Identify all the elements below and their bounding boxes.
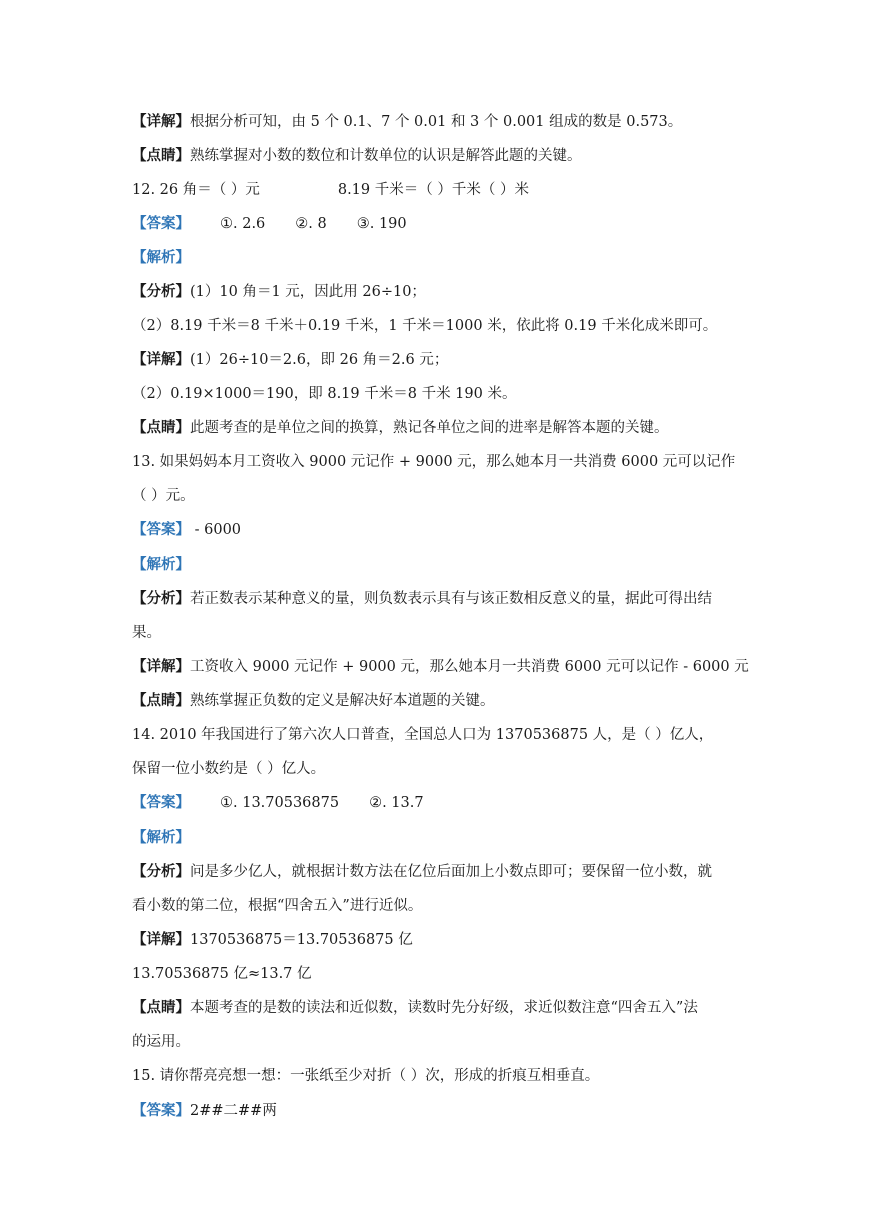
fenxi-tag: 【分析】 xyxy=(132,590,190,607)
analysis-tag: 【解析】 xyxy=(132,249,190,266)
comment-text: 的运用。 xyxy=(132,1034,190,1050)
answer-12-c: ③. 190 xyxy=(356,216,407,232)
question-15 xyxy=(132,1066,742,1086)
question-12-part-b: 8.19 千米＝（ ）千米（ ）米 xyxy=(337,182,529,198)
line-comment-14-cont xyxy=(132,1032,742,1052)
detail-text: 13.70536875 亿≈13.7 亿 xyxy=(132,966,312,982)
detail-text: 根据分析可知，由 5 个 0.1、7 个 0.01 和 3 个 0.001 组成的数是 0.573。 xyxy=(190,114,683,130)
comment-tag: 【点睛】 xyxy=(132,999,190,1016)
line-comment-13 xyxy=(132,691,742,711)
question-12-part-a: 12. 26 角＝（ ）元 xyxy=(132,182,260,198)
analysis-heading-13 xyxy=(132,555,742,575)
question-14-cont xyxy=(132,759,742,779)
question-13-text: （ ）元。 xyxy=(132,488,195,504)
comment-text: 本题考查的是数的读法和近似数，读数时先分好级，求近似数注意“四舍五入”法 xyxy=(190,1000,698,1016)
line-detail-12 xyxy=(132,350,742,370)
question-14 xyxy=(132,725,742,745)
answer-12-a: ①. 2.6 xyxy=(220,216,266,232)
fenxi-text: 若正数表示某种意义的量，则负数表示具有与该正数相反意义的量，据此可得出结 xyxy=(190,591,712,607)
answer-tag: 【答案】 xyxy=(132,521,190,538)
fenxi-text: (1）10 角＝1 元，因此用 26÷10； xyxy=(190,284,426,300)
detail-tag: 【详解】 xyxy=(132,113,190,130)
question-13-cont xyxy=(132,486,742,506)
comment-tag: 【点睛】 xyxy=(132,147,190,164)
comment-text: 此题考查的是单位之间的换算，熟记各单位之间的进率是解答本题的关键。 xyxy=(190,420,669,436)
answer-tag: 【答案】 xyxy=(132,794,190,811)
question-13 xyxy=(132,452,742,472)
fenxi-text: 果。 xyxy=(132,625,161,641)
comment-tag: 【点睛】 xyxy=(132,419,190,436)
question-13-text: 13. 如果妈妈本月工资收入 9000 元记作 + 9000 元，那么她本月一共消费 6000 元可以记作 xyxy=(132,454,736,470)
detail-tag: 【详解】 xyxy=(132,351,190,368)
line-fenxi-13-cont xyxy=(132,623,742,643)
line-fenxi-12-cont xyxy=(132,316,742,336)
line-fenxi-14-cont xyxy=(132,896,742,916)
fenxi-text: 问是多少亿人，就根据计数方法在亿位后面加上小数点即可；要保留一位小数，就 xyxy=(190,864,712,880)
answer-12 xyxy=(132,214,742,234)
line-detail-1 xyxy=(132,112,742,132)
answer-14-a: ①. 13.70536875 xyxy=(220,795,340,811)
detail-text: 工资收入 9000 元记作 + 9000 元，那么她本月一共消费 6000 元可以记作 - 6000 元 xyxy=(190,659,749,675)
line-fenxi-14 xyxy=(132,862,742,882)
comment-text: 熟练掌握正负数的定义是解决好本道题的关键。 xyxy=(190,693,495,709)
question-12 xyxy=(132,180,742,200)
question-15-text: 15. 请你帮亮亮想一想：一张纸至少对折（ ）次，形成的折痕互相垂直。 xyxy=(132,1068,600,1084)
analysis-tag: 【解析】 xyxy=(132,556,190,573)
comment-text: 熟练掌握对小数的数位和计数单位的认识是解答此题的关键。 xyxy=(190,148,582,164)
line-detail-14-cont xyxy=(132,964,742,984)
fenxi-tag: 【分析】 xyxy=(132,283,190,300)
question-14-text: 保留一位小数约是（ ）亿人。 xyxy=(132,761,326,777)
analysis-heading-12 xyxy=(132,248,742,268)
answer-15 xyxy=(132,1101,742,1121)
detail-text: 1370536875＝13.70536875 亿 xyxy=(190,932,413,948)
line-fenxi-13 xyxy=(132,589,742,609)
fenxi-tag: 【分析】 xyxy=(132,863,190,880)
detail-text: (1）26÷10＝2.6，即 26 角＝2.6 元； xyxy=(190,352,449,368)
analysis-heading-14 xyxy=(132,828,742,848)
answer-13-value: - 6000 xyxy=(190,522,242,538)
detail-tag: 【详解】 xyxy=(132,931,190,948)
line-comment-14 xyxy=(132,998,742,1018)
detail-text: （2）0.19×1000＝190，即 8.19 千米＝8 千米 190 米。 xyxy=(132,386,517,402)
answer-tag: 【答案】 xyxy=(132,215,190,232)
answer-15-value: 2##二##两 xyxy=(190,1103,277,1119)
analysis-tag: 【解析】 xyxy=(132,829,190,846)
fenxi-text: 看小数的第二位，根据“四舍五入”进行近似。 xyxy=(132,898,423,914)
answer-13 xyxy=(132,520,742,540)
answer-14 xyxy=(132,793,742,813)
line-comment-12 xyxy=(132,418,742,438)
line-detail-13 xyxy=(132,657,749,677)
line-fenxi-12 xyxy=(132,282,742,302)
question-14-text: 14. 2010 年我国进行了第六次人口普查，全国总人口为 1370536875 人，是（ ）亿人， xyxy=(132,727,714,743)
line-detail-14 xyxy=(132,930,742,950)
answer-14-b: ②. 13.7 xyxy=(369,795,424,811)
fenxi-text: （2）8.19 千米＝8 千米＋0.19 千米，1 千米＝1000 米，依此将 0.19 千米化成米即可。 xyxy=(132,318,718,334)
line-detail-12-cont xyxy=(132,384,742,404)
detail-tag: 【详解】 xyxy=(132,658,190,675)
comment-tag: 【点睛】 xyxy=(132,692,190,709)
answer-tag: 【答案】 xyxy=(132,1102,190,1119)
answer-12-b: ②. 8 xyxy=(295,216,327,232)
line-comment-1 xyxy=(132,146,742,166)
